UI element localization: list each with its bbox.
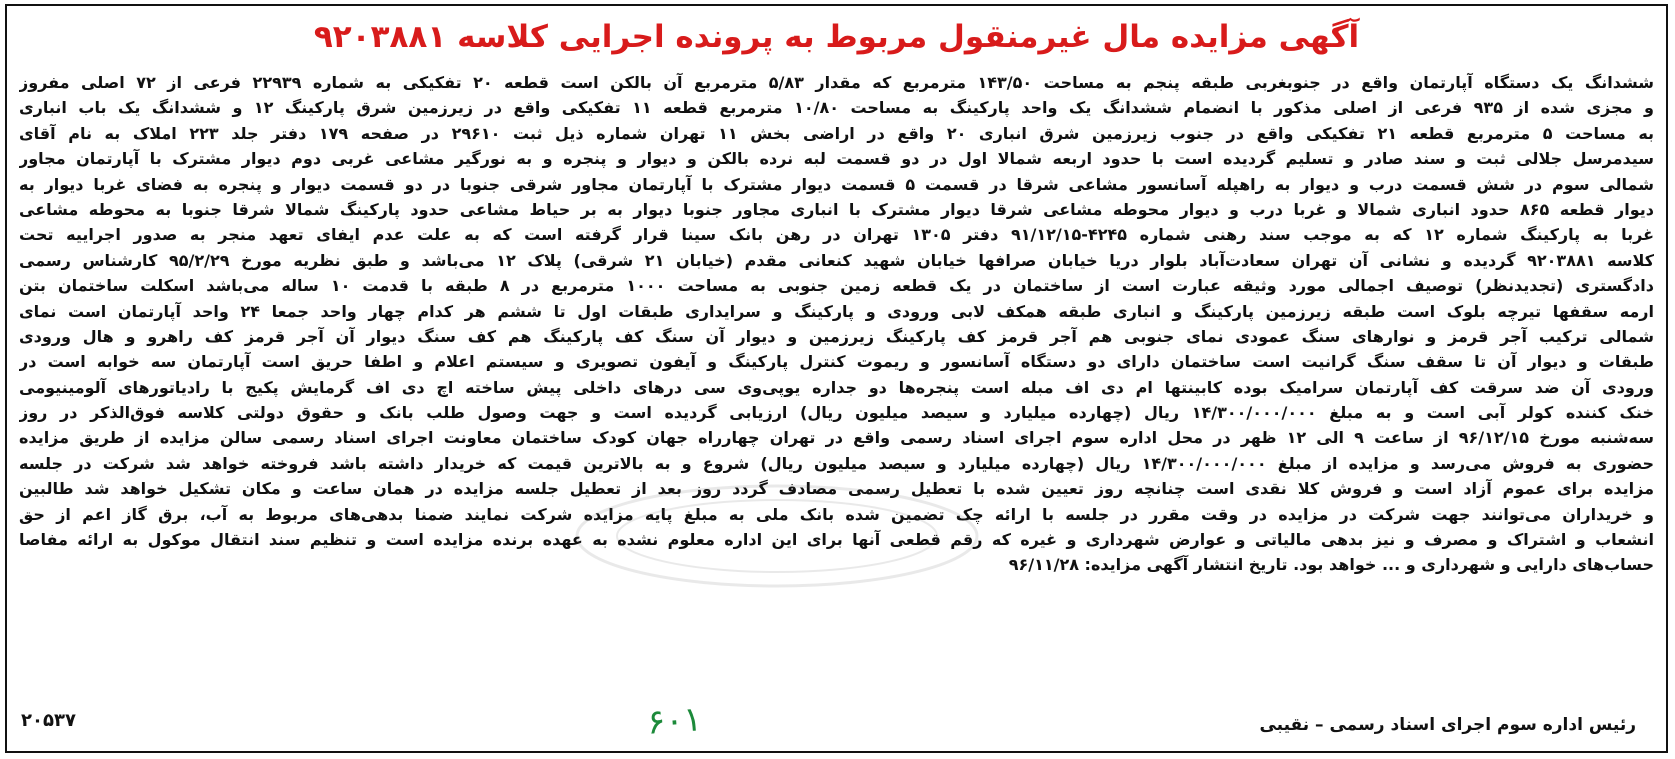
notice-line: شمالی ترکیب آجر قرمز و نوارهای سنگ عمودی نمای جنوبی هم آجر قرمز کف پارکینگ زیرزمین و دیوار آن سنگ کف پارکینگ هم کف سنگ دیوار آن آجر قرمز کف راهرو و هال ورودی	[19, 326, 1654, 346]
notice-line: و خریداران می‌توانند جهت شرکت در مزایده در وقت مقرر در جلسه با ارائه چک تضمین شده بانک ملی به مبلغ پایه مزایده شرکت نمایند ضمنا بدهی‌های مربوط به آب، برق گاز اعم از حق	[19, 504, 1654, 524]
notice-line: و مجزی شده از ۹۳۵ فرعی از اصلی مذکور با انضمام ششدانگ یک واحد پارکینگ به مساحت ۱۰/۸۰ مترمربع قطعه ۱۱ تفکیکی واقع در زیرزمین شرق پارکینگ ۱۲ و ششدانگ یک باب انباری	[19, 98, 1654, 118]
notice-line-last: حساب‌های دارایی و شهرداری و ... خواهد بود. تاریخ انتشار آگهی مزایده: ۹۶/۱۱/۲۸	[1008, 555, 1654, 575]
signature-line: رئیس اداره سوم اجرای اسناد رسمی – نقیبی	[1259, 715, 1636, 735]
notice-line: انشعاب و اشتراک و مصرف و نیز بدهی مالیاتی و عوارض شهرداری و غیره که رقم قطعی آنها برای این اداره معلوم نشده به عهده برنده مزایده است و تنظیم سند انتقال موکول به ارائه مفاصا	[19, 530, 1654, 550]
notice-line: غربا به پارکینگ شماره ۱۲ که به موجب سند رهنی شماره ۴۲۴۵-۹۱/۱۲/۱۵ دفتر ۱۳۰۵ تهران در رهن بانک سینا قرار گرفته است که به علت عدم ایفای تعهد منجر به صدور اجراییه تحت	[19, 225, 1654, 245]
notice-frame	[5, 4, 1668, 753]
notice-line: حضوری به فروش می‌رسد و مزایده از مبلغ ۱۴/۳۰۰/۰۰۰/۰۰۰ ریال (چهارده میلیارد و سیصد میلیون ریال) شروع و به بالاترین قیمت که خریدار داشته باشد فروخته خواهد شد شرکت در جلسه	[19, 453, 1654, 473]
notice-title: آگهی مزایده مال غیرمنقول مربوط به پرونده اجرایی کلاسه ۹۲۰۳۸۸۱	[313, 19, 1360, 55]
notice-line: ششدانگ یک دستگاه آپارتمان واقع در جنوبغربی طبقه پنجم به مساحت ۱۴۳/۵۰ مترمربع که مقدار ۵/۸۳ مترمربع آن بالکن است قطعه ۲۰ تفکیکی به شماره ۲۲۹۳۹ فرعی از ۷۲ اصلی مفروز	[19, 73, 1654, 92]
notice-line: خنک کننده کولر آبی است و به مبلغ ۱۴/۳۰۰/۰۰۰/۰۰۰ ریال (چهارده میلیارد و سیصد میلیون ریال) ارزیابی گردیده است و جهت وصول طلب بانک و حقوق دولتی کلاسه فوق‌الذکر در روز	[19, 403, 1654, 423]
notice-body	[19, 70, 1654, 680]
notice-line: ورودی آن ضد سرقت کف آپارتمان سرامیک بوده کابینتها ام دی اف مبله است پنجره‌ها دو جداره یوپی‌وی سی درهای داخلی پیش ساخته اچ دی اف گرمایش پکیج با رادیاتورهای آلومینیومی	[19, 377, 1654, 397]
notice-footer	[7, 695, 1666, 745]
notice-line: سه‌شنبه مورخ ۹۶/۱۲/۱۵ از ساعت ۹ الی ۱۲ ظهر در محل اداره سوم اجرای اسناد رسمی واقع در تهران چهارراه جهان کودک ساختمان معاونت اجرای اسناد رسمی سالن مزایده از طریق مزایده	[19, 428, 1654, 448]
notice-line: طبقات و دیوار آن تا سقف سنگ گرانیت است ساختمان دارای دو دستگاه آسانسور و ریموت کنترل پارکینگ و آیفون تصویری و سیستم اعلام و اطفا حریق است آپارتمان سه خوابه است در	[19, 352, 1654, 372]
notice-line: دیوار قطعه ۸۶۵ حدود انباری شمالا و غربا درب و دیوار محوطه مشاعی شرقا دیوار مشترک با انباری مجاور جنوبا دیوار به بر حیاط مشاعی حدود پارکینگ شمالا شرقا جنوبا به محوطه مشاعی	[19, 199, 1654, 219]
handwritten-mark: ۶۰۱	[645, 699, 704, 743]
notice-line: ارمه سقفها تیرچه بلوک است طبقه زیرزمین پارکینگ و انباری طبقه همکف لابی ورودی و پارکینگ و سرایداری طبقات اول تا ششم هر کدام چهار واحد جمعا ۲۴ واحد آپارتمان است نمای	[19, 301, 1654, 321]
notice-line: به مساحت ۵ مترمربع قطعه ۲۱ تفکیکی واقع در جنوب زیرزمین شرق انباری ۲۰ واقع در اراضی بخش ۱۱ تهران شماره ذیل ثبت ۲۹۶۱۰ در صفحه ۱۷۹ دفتر جلد ۲۲۳ املاک به نام آقای	[19, 123, 1654, 143]
notice-line: مزایده برای عموم آزاد است و فروش کلا نقدی است چنانچه روز تعیین شده با تعطیل رسمی مصادف گردد روز بعد از تعطیل جلسه مزایده در همان ساعت و مکان تشکیل خواهد شد طالبین	[19, 479, 1654, 499]
notice-line: شمالی سوم در شش قسمت درب و دیوار به راهپله آسانسور مشاعی شرقا در قسمت ۵ قسمت دیوار مشترک با آپارتمان مجاور شرقی جنوبا در دو قسمت دیوار و پنجره به فضای غربا دیوار به	[19, 174, 1654, 194]
notice-line: دادگستری (تجدیدنظر) توصیف اجمالی مورد وثیقه عبارت است از ساختمان در یک قطعه زمین جنوبی به مساحت ۱۰۰۰ مترمربع در ۸ طبقه با قدمت ۱۰ ساله می‌باشد اسکلت ساختمان بتن	[19, 276, 1654, 296]
notice-line: سیدمرسل جلالی ثبت و سند صادر و تسلیم گردیده است با حدود اربعه شمالا اول در دو قسمت لبه نرده بالکن و دیوار و پنجره و به نورگیر مشاعی غربی دوم دیوار مشترک با آپارتمان مجاور	[19, 149, 1654, 169]
ad-number: ۲۰۵۳۷	[21, 710, 76, 731]
notice-line: کلاسه ۹۲۰۳۸۸۱ گردیده و نشانی آن تهران سعادت‌آباد بلوار دریا خیابان صرافها خیابان شهید کنعانی مقدم (خیابان ۲۱ شرقی) پلاک ۱۲ می‌باشد و طبق نظریه مورخ ۹۵/۲/۲۹ کارشناس رسمی	[19, 250, 1654, 270]
